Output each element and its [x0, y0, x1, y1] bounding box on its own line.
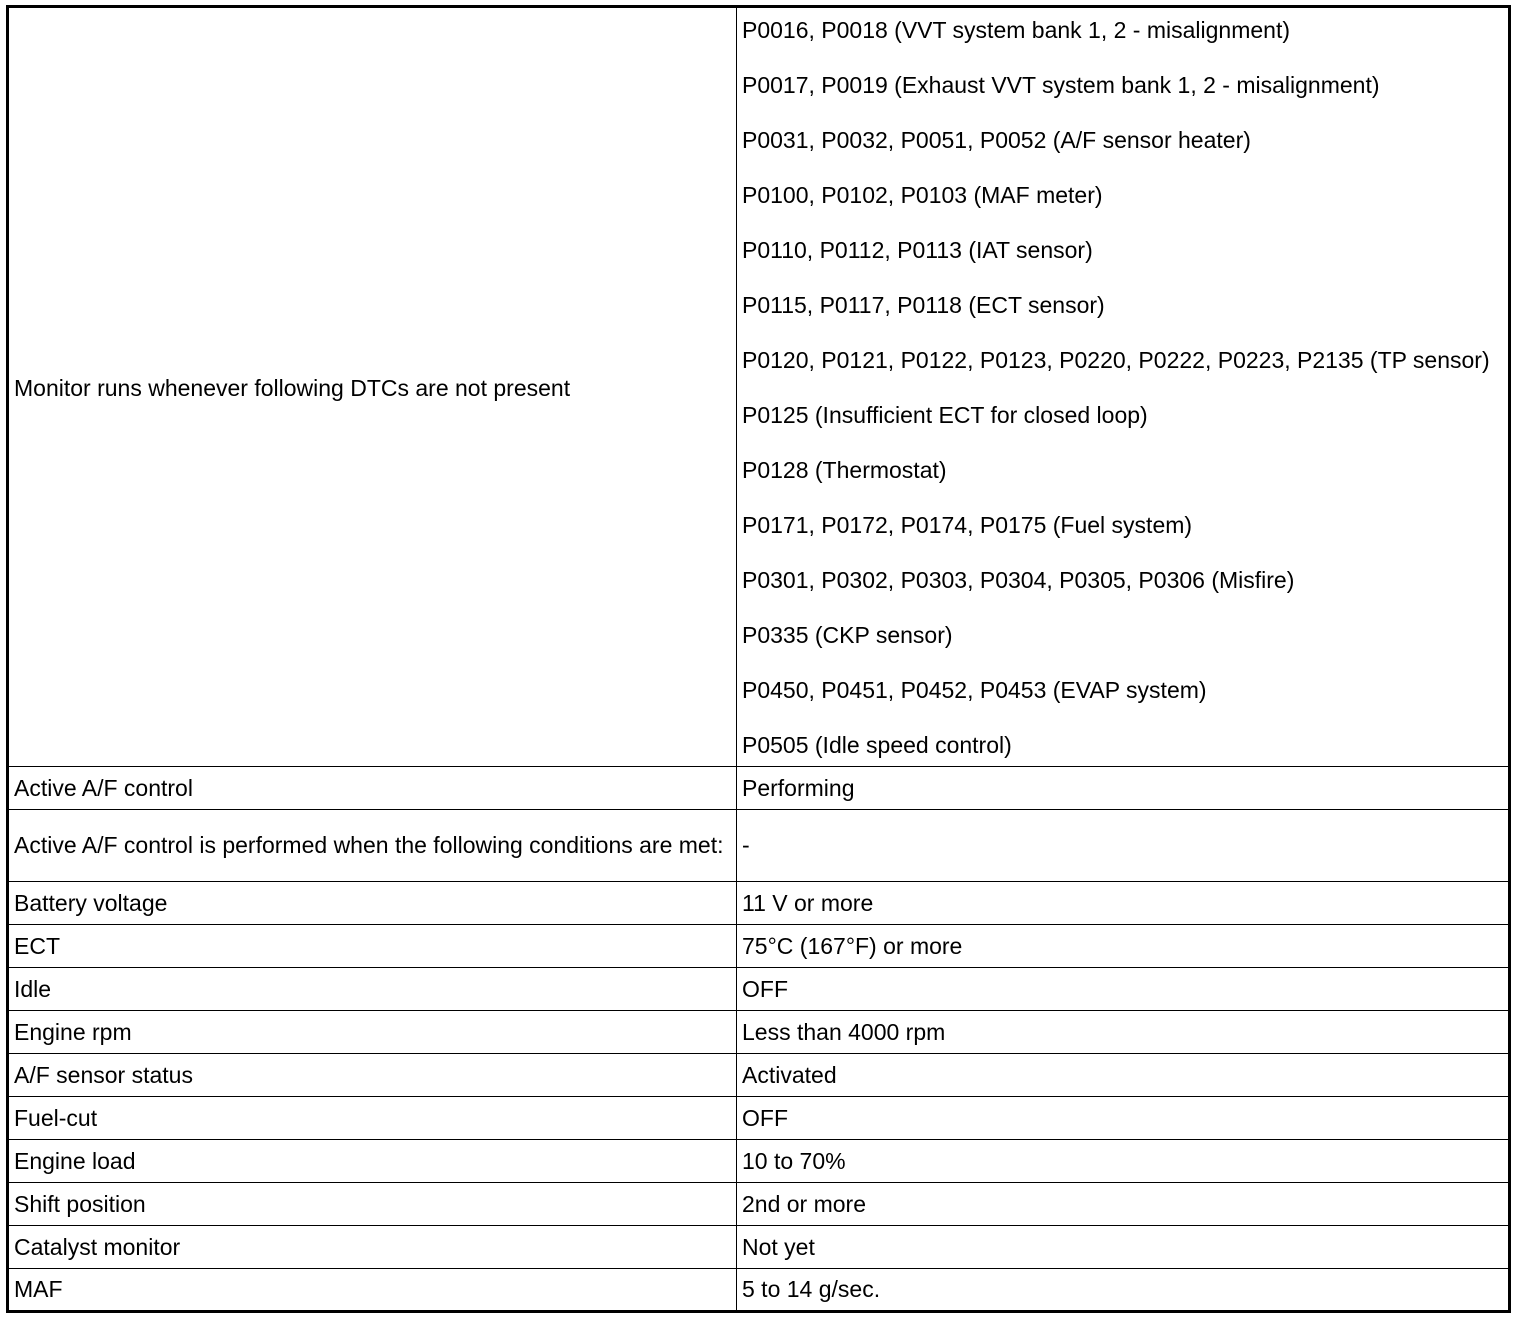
condition-label-cell: MAF: [8, 1269, 737, 1312]
table-row-dtc-exclusions: [8, 7, 1510, 767]
condition-label-cell: A/F sensor status: [8, 1054, 737, 1097]
dtc-item: P0450, P0451, P0452, P0453 (EVAP system): [742, 677, 1207, 703]
condition-label-cell: Active A/F control is performed when the following conditions are met:: [8, 810, 737, 882]
table-row: [8, 1054, 1510, 1097]
table-row: [8, 925, 1510, 968]
table-row: [8, 968, 1510, 1011]
dtc-item: P0335 (CKP sensor): [742, 622, 953, 648]
monitor-conditions-table: [6, 5, 1511, 1313]
condition-value-cell: -: [737, 810, 1510, 882]
dtc-item: P0031, P0032, P0051, P0052 (A/F sensor heater): [742, 127, 1251, 153]
table-row: [8, 882, 1510, 925]
condition-value-cell: 75°C (167°F) or more: [737, 925, 1510, 968]
table-row: [8, 1269, 1510, 1312]
condition-value-cell: 10 to 70%: [737, 1140, 1510, 1183]
condition-label-cell: Active A/F control: [8, 767, 737, 810]
table-row: [8, 1097, 1510, 1140]
condition-label-cell: ECT: [8, 925, 737, 968]
dtc-item: P0125 (Insufficient ECT for closed loop): [742, 402, 1148, 428]
dtc-item: P0301, P0302, P0303, P0304, P0305, P0306 (Misfire): [742, 567, 1295, 593]
condition-label-cell: Monitor runs whenever following DTCs are not present: [8, 7, 737, 767]
condition-label-cell: Shift position: [8, 1183, 737, 1226]
condition-value-cell: Performing: [737, 767, 1510, 810]
dtc-item: P0110, P0112, P0113 (IAT sensor): [742, 237, 1093, 263]
condition-label-cell: Catalyst monitor: [8, 1226, 737, 1269]
condition-label-cell: Engine load: [8, 1140, 737, 1183]
dtc-item: P0505 (Idle speed control): [742, 732, 1012, 758]
dtc-list: [742, 16, 1503, 760]
dtc-item: P0100, P0102, P0103 (MAF meter): [742, 182, 1103, 208]
table-row: [8, 767, 1510, 810]
table-row: [8, 1140, 1510, 1183]
dtc-item: P0016, P0018 (VVT system bank 1, 2 - misalignment): [742, 17, 1291, 43]
condition-value-cell: OFF: [737, 968, 1510, 1011]
condition-label-cell: Idle: [8, 968, 737, 1011]
dtc-item: P0171, P0172, P0174, P0175 (Fuel system): [742, 512, 1193, 538]
table-row: [8, 810, 1510, 882]
condition-value-cell: 2nd or more: [737, 1183, 1510, 1226]
dtc-item: P0120, P0121, P0122, P0123, P0220, P0222, P0223, P2135 (TP sensor): [742, 347, 1490, 373]
table-row: [8, 1183, 1510, 1226]
table-row: [8, 1011, 1510, 1054]
dtc-item: P0017, P0019 (Exhaust VVT system bank 1, 2 - misalignment): [742, 72, 1380, 98]
dtc-item: P0115, P0117, P0118 (ECT sensor): [742, 292, 1105, 318]
dtc-item: P0128 (Thermostat): [742, 457, 947, 483]
condition-label-cell: Engine rpm: [8, 1011, 737, 1054]
condition-label-cell: Battery voltage: [8, 882, 737, 925]
condition-value-cell: OFF: [737, 1097, 1510, 1140]
condition-value-cell: 11 V or more: [737, 882, 1510, 925]
condition-value-cell: Not yet: [737, 1226, 1510, 1269]
condition-value-cell: 5 to 14 g/sec.: [737, 1269, 1510, 1312]
dtc-list-cell: [737, 7, 1510, 767]
condition-value-cell: Activated: [737, 1054, 1510, 1097]
condition-label-cell: Fuel-cut: [8, 1097, 737, 1140]
condition-value-cell: Less than 4000 rpm: [737, 1011, 1510, 1054]
table-row: [8, 1226, 1510, 1269]
